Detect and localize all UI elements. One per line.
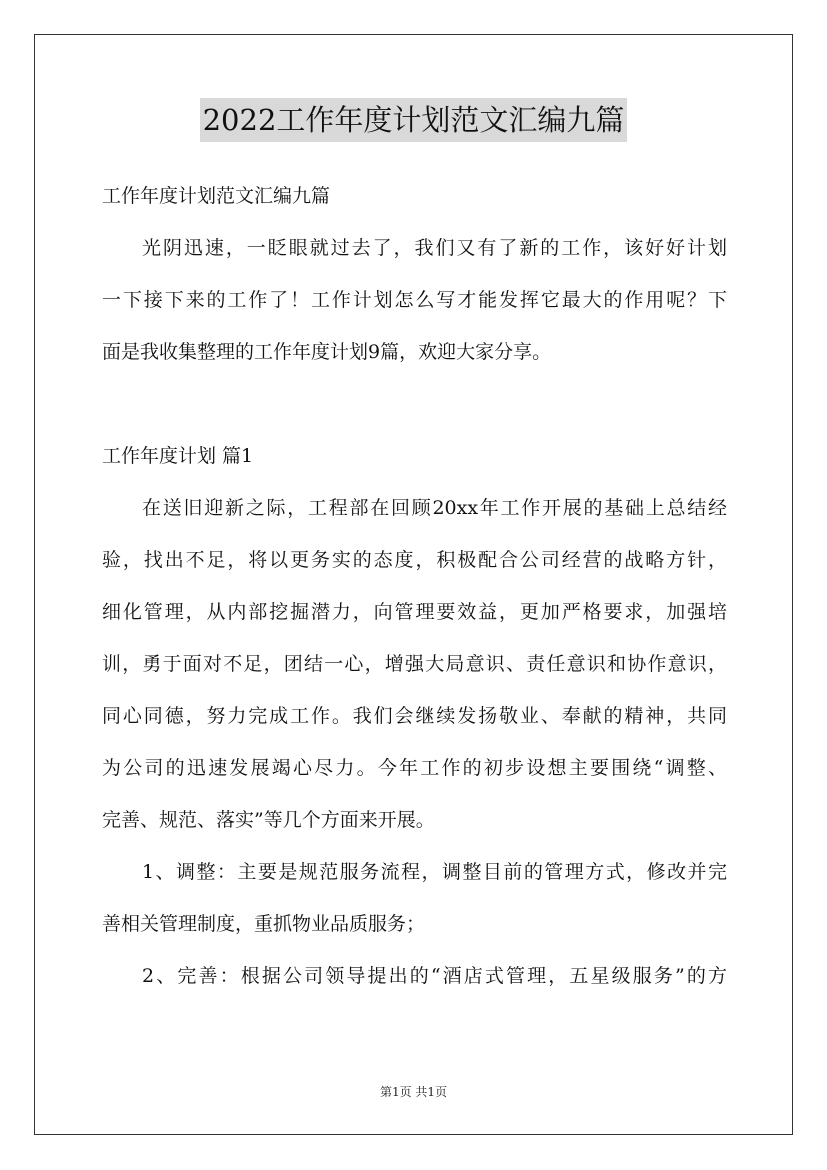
section-heading: 工作年度计划 篇1 [102,445,254,467]
body-line: 为公司的迅速发展竭心尽力。今年工作的初步设想主要围绕“调整、 [102,757,727,779]
body-line: 细化管理，从内部挖掘潜力，向管理要效益，更加严格要求，加强培 [102,601,727,623]
list-item-line: 1、调整：主要是规范服务流程，调整目前的管理方式，修改并完 [142,861,727,883]
body-line: 训，勇于面对不足，团结一心，增强大局意识、责任意识和协作意识， [102,653,727,675]
body-line: 验，找出不足，将以更务实的态度，积极配合公司经营的战略方针， [102,549,727,571]
document-body [102,170,727,1002]
intro-line: 一下接下来的工作了！工作计划怎么写才能发挥它最大的作用呢？下 [102,289,727,311]
body-line: 在送旧迎新之际，工程部在回顾20xx年工作开展的基础上总结经 [142,497,727,519]
document-title: 2022工作年度计划范文汇编九篇 [200,98,628,142]
intro-line: 光阴迅速，一眨眼就过去了，我们又有了新的工作，该好好计划 [142,237,727,259]
intro-line: 面是我收集整理的工作年度计划9篇，欢迎大家分享。 [102,341,552,363]
subtitle-line: 工作年度计划范文汇编九篇 [102,185,331,207]
list-item-line: 2、完善：根据公司领导提出的“酒店式管理，五星级服务”的方 [142,965,727,987]
body-line: 同心同德，努力完成工作。我们会继续发扬敬业、奉献的精神，共同 [102,705,727,727]
paragraph-gap [102,378,727,430]
list-item-line: 善相关管理制度，重抓物业品质服务； [102,913,426,935]
page-footer: 第1页 共1页 [379,1085,448,1099]
body-line: 完善、规范、落实”等几个方面来开展。 [102,809,435,831]
title-container [0,98,827,142]
